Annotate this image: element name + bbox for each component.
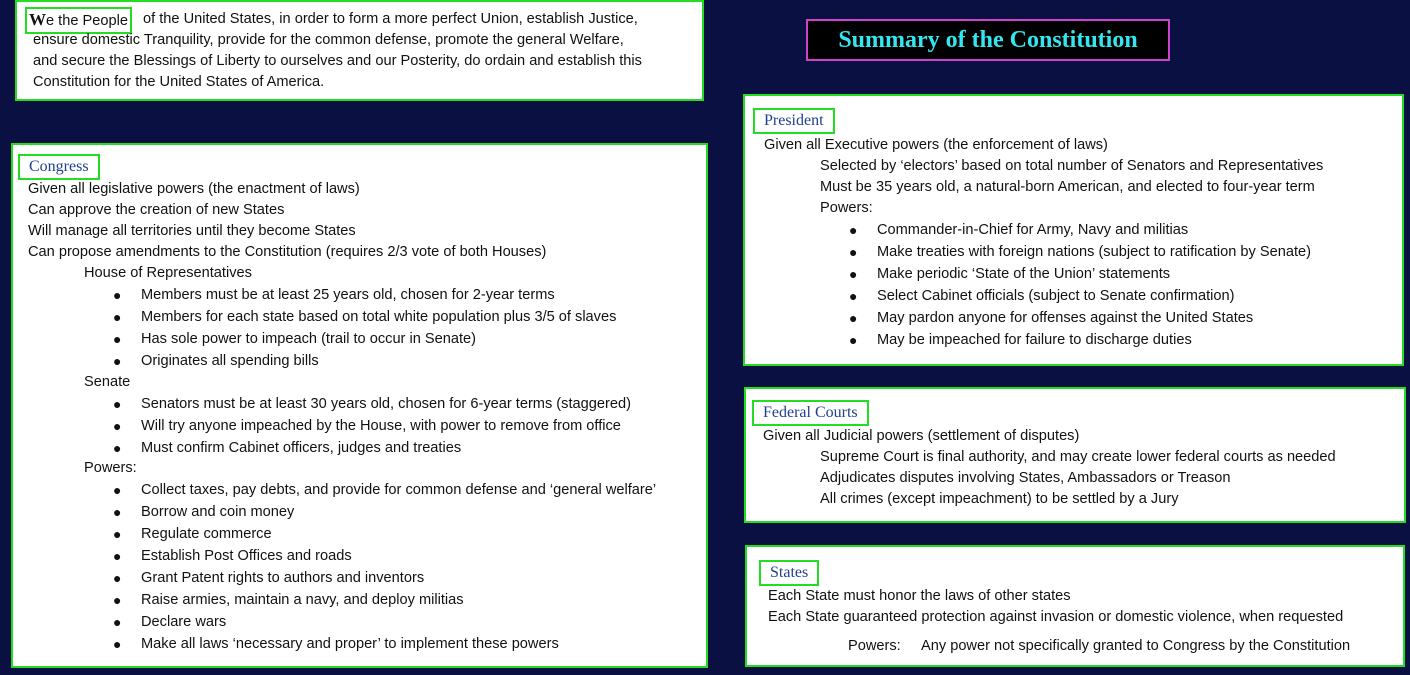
preamble-line-4: Constitution for the United States of America. <box>33 74 325 90</box>
states-powers-label: Powers: <box>848 638 901 654</box>
bullet-icon: ● <box>113 396 122 412</box>
congress-line: Can propose amendments to the Constitution (requires 2/3 vote of both Houses) <box>28 244 547 260</box>
president-heading: President <box>753 108 835 134</box>
courts-sub-line: All crimes (except impeachment) to be settled by a Jury <box>820 491 1179 507</box>
bullet-icon: ● <box>113 592 122 608</box>
congress-line: Can approve the creation of new States <box>28 202 285 218</box>
page-title: Summary of the Constitution <box>806 19 1170 61</box>
courts-sub-line: Adjudicates disputes involving States, Ambassadors or Treason <box>820 470 1231 486</box>
president-sub-line: Selected by ‘electors’ based on total number of Senators and Representatives <box>820 158 1324 174</box>
bullet-icon: ● <box>849 266 858 282</box>
bullet-icon: ● <box>113 526 122 542</box>
preamble-panel <box>15 0 704 101</box>
bullet-icon: ● <box>113 331 122 347</box>
bullet-icon: ● <box>113 636 122 652</box>
states-line: Each State must honor the laws of other states <box>768 588 1071 604</box>
preamble-line-3: and secure the Blessings of Liberty to ourselves and our Posterity, do ordain and establish this <box>33 53 642 69</box>
congress-line: Will manage all territories until they become States <box>28 223 356 239</box>
president-powers-label: Powers: <box>820 200 873 216</box>
president-line: Given all Executive powers (the enforcement of laws) <box>764 137 1108 153</box>
bullet-icon: ● <box>113 614 122 630</box>
highlight-text: e the People <box>46 13 128 29</box>
states-panel <box>745 545 1405 667</box>
president-sub-line: Must be 35 years old, a natural-born American, and elected to four-year term <box>820 179 1315 195</box>
bullet-icon: ● <box>849 310 858 326</box>
senate-label: Senate <box>84 374 131 390</box>
federal-courts-panel <box>744 387 1406 523</box>
bullet-icon: ● <box>113 418 122 434</box>
congress-line: Given all legislative powers (the enactment of laws) <box>28 181 360 197</box>
drop-letter: W <box>29 10 46 29</box>
preamble-line-1: of the United States, in order to form a more perfect Union, establish Justice, <box>143 11 638 27</box>
bullet-icon: ● <box>849 222 858 238</box>
courts-sub-line: Supreme Court is final authority, and may create lower federal courts as needed <box>820 449 1336 465</box>
preamble-line-2: ensure domestic Tranquility, provide for the common defense, promote the general Welfare, <box>33 32 624 48</box>
powers-label: Powers: <box>84 460 137 476</box>
bullet-icon: ● <box>849 288 858 304</box>
courts-line: Given all Judicial powers (settlement of disputes) <box>763 428 1080 444</box>
bullet-icon: ● <box>113 440 122 456</box>
bullet-icon: ● <box>849 332 858 348</box>
congress-panel: Congress Given all legislative powers (the enactment of laws) Can approve the creation of new States Will manage all territories until they become States Can propose amendments to the Constitution (requires 2/3 vote of both Houses) House of Representatives ● Members must be at least 25 years old, chosen for 2-year terms ● Members for each state based on total white population plus 3/5 of slaves ● Has sole power to impeach (trail to occur in Senate) ● Originates all spending bills Senate ● Senators must be at least 30 years old, chosen for 6-year terms (staggered) ● Will try anyone impeached by the House, with power to remove from office ● Must confirm Cabinet officers, judges and treaties Powers: ● Collect taxes, pay debts, and provide for common defense and ‘general welfare’ ● Borrow and coin money ● Regulate commerce ● Establish Post Offices and roads ● Grant Patent rights to authors and inventors ● Raise armies, maintain a navy, and deploy militias ● Declare wars ● Make all laws ‘necessary and proper’ to implement these powers <box>11 143 708 668</box>
federal-courts-heading: Federal Courts <box>752 400 869 426</box>
bullet-icon: ● <box>113 548 122 564</box>
bullet-icon: ● <box>113 287 122 303</box>
states-heading: States <box>759 560 819 586</box>
bullet-icon: ● <box>113 309 122 325</box>
bullet-icon: ● <box>113 353 122 369</box>
bullet-icon: ● <box>113 570 122 586</box>
bullet-icon: ● <box>113 482 122 498</box>
states-line: Each State guaranteed protection against invasion or domestic violence, when requested <box>768 609 1344 625</box>
states-powers-text: Any power not specifically granted to Congress by the Constitution <box>921 638 1351 654</box>
bullet-icon: ● <box>849 244 858 260</box>
house-label: House of Representatives <box>84 265 252 281</box>
congress-heading: Congress <box>18 154 100 180</box>
bullet-icon: ● <box>113 504 122 520</box>
president-panel: President Given all Executive powers (the enforcement of laws) Selected by ‘electors’ based on total number of Senators and Representatives Must be 35 years old, a natural-born American, and elected to four-year term Powers: ● Commander-in-Chief for Army, Navy and militias ● Make treaties with foreign nations (subject to ratification by Senate) ● Make periodic ‘State of the Union’ statements ● Select Cabinet officials (subject to Senate confirmation) ● May pardon anyone for offenses against the United States ● May be impeached for failure to discharge duties <box>743 94 1404 366</box>
